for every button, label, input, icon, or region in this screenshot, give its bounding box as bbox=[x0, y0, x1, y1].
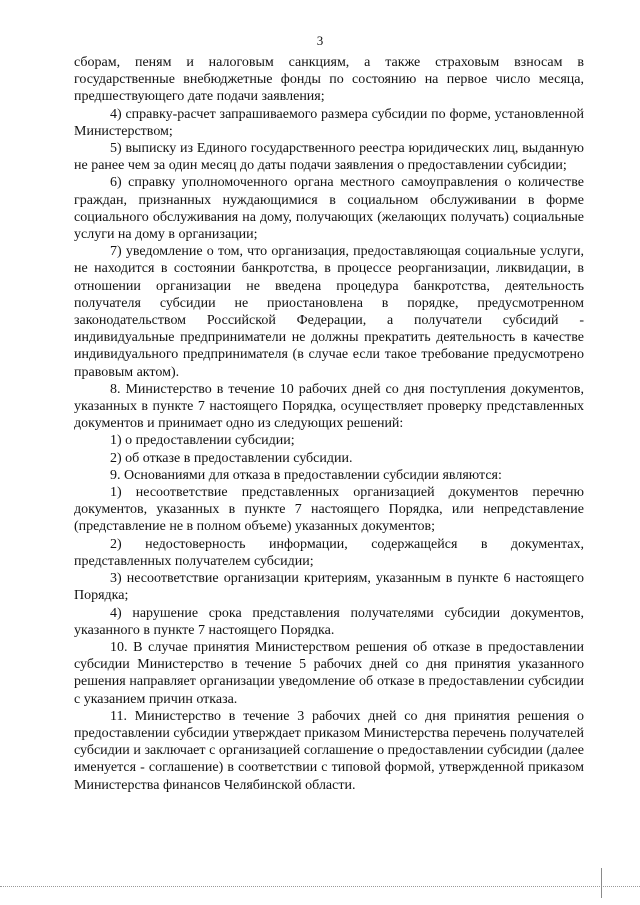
scan-edge-mark bbox=[601, 868, 602, 898]
paragraph-clause-8-option-1: 1) о предоставлении субсидии; bbox=[110, 433, 295, 449]
paragraph-clause-8-option-2: 2) об отказе в предоставлении субсидии. bbox=[110, 450, 353, 466]
document-body bbox=[74, 54, 584, 794]
paragraph-item-6: 6) справку уполномоченного органа местного самоуправления о количестве граждан, признанных нуждающимися в социальном обслуживании в форме социального обслуживания на дому, получающих (желающих получать) социальные услуги на дому в организации; bbox=[74, 175, 584, 243]
paragraph-clause-9-ground-3: 3) несоответствие организации критериям, указанным в пункте 6 настоящего Порядка; bbox=[74, 571, 584, 604]
paragraph-item-7: 7) уведомление о том, что организация, предоставляющая социальные услуги, не находится в состоянии банкротства, в процессе реорганизации, ликвидации, в отношении организации не введена процедура банкротства, деятельность получателя субсидии не приостановлена в порядке, предусмотренном законодательством Российской Федерации, а получатели субсидий - индивидуальные предприниматели не должны прекратить деятельность в качестве индивидуального предпринимателя (в случае если такое требование предусмотрено правовым актом). bbox=[74, 244, 584, 380]
paragraph-item-5: 5) выписку из Единого государственного реестра юридических лиц, выданную не ранее чем за один месяц до даты подачи заявления о предоставлении субсидии; bbox=[74, 141, 584, 174]
paragraph-clause-8: 8. Министерство в течение 10 рабочих дней со дня поступления документов, указанных в пункте 7 настоящего Порядка, осуществляет проверку представленных документов и принимает одно из следующих решений: bbox=[74, 381, 584, 432]
page-number: 3 bbox=[316, 33, 324, 48]
paragraph-clause-9-ground-4: 4) нарушение срока представления получателями субсидии документов, указанного в пункте 7 настоящего Порядка. bbox=[74, 605, 584, 638]
paragraph-continuation: сборам, пеням и налоговым санкциям, а также страховым взносам в государственные внебюджетные фонды по состоянию на первое число месяца, предшествующего дате подачи заявления; bbox=[74, 55, 584, 105]
paragraph-clause-9: 9. Основаниями для отказа в предоставлении субсидии являются: bbox=[110, 467, 502, 483]
paragraph-item-4: 4) справку-расчет запрашиваемого размера субсидии по форме, установленной Министерством; bbox=[74, 106, 584, 139]
paragraph-clause-10: 10. В случае принятия Министерством решения об отказе в предоставлении субсидии Министерство в течение 5 рабочих дней со дня принятия указанного решения направляет организации уведомление об отказе в предоставлении субсидии с указанием причин отказа. bbox=[74, 639, 584, 707]
page-bottom-divider bbox=[0, 886, 640, 887]
paragraph-clause-9-ground-2: 2) недостоверность информации, содержащейся в документах, представленных получателем субсидии; bbox=[74, 536, 584, 569]
paragraph-clause-9-ground-1: 1) несоответствие представленных организацией документов перечню документов, указанных в пункте 7 настоящего Порядка, или непредставление (представление не в полном объеме) указанных документов; bbox=[74, 485, 584, 535]
paragraph-clause-11: 11. Министерство в течение 3 рабочих дней со дня принятия решения о предоставлении субсидии утверждает приказом Министерства перечень получателей субсидии и заключает с организацией соглашение о предоставлении субсидии (далее именуется - соглашение) в соответствии с типовой формой, утвержденной приказом Министерства финансов Челябинской области. bbox=[74, 708, 584, 793]
